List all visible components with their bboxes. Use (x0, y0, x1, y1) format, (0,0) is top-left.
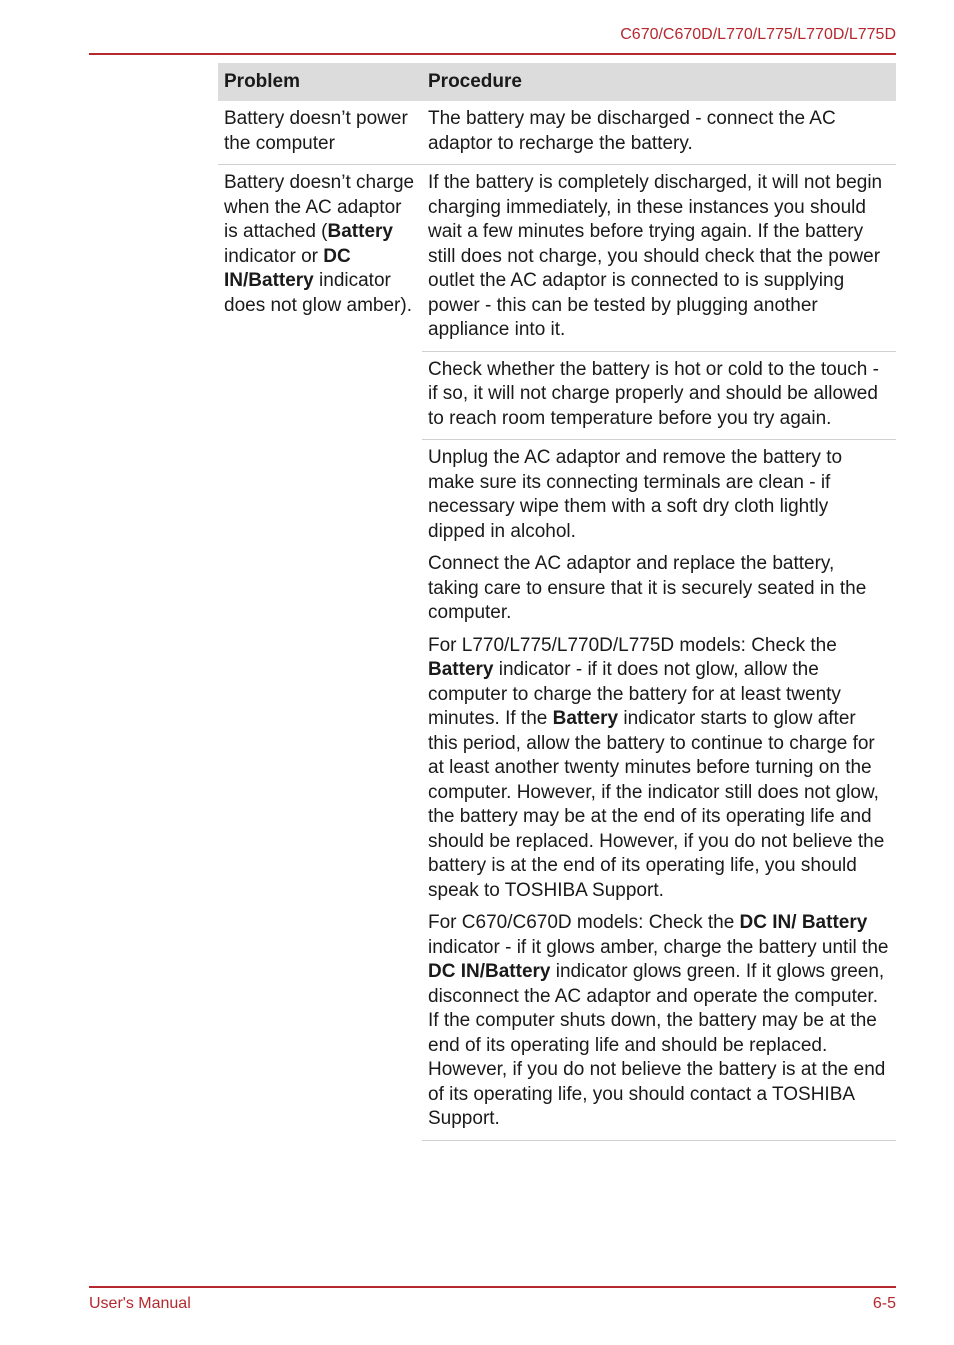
problem-cell: Battery doesn’t power the computer (218, 101, 422, 165)
procedure-cell: If the battery is completely discharged, it will not begin charging immediately, in these instances you should wait a few minutes before trying again. If the battery still does not charge, you should check that the power outlet the AC adaptor is connected to is supplying power - this can be tested by plugging another appliance into it. (422, 165, 896, 352)
procedure-paragraph: For L770/L775/L770D/L775D models: Check the Battery indicator - if it does not glow, allow the computer to charge the battery for at least twenty minutes. If the Battery indicator starts to glow after this period, allow the battery to continue to charge for at least another twenty minutes before turning on the computer. However, if the indicator still does not glow, the battery may be at the end of its operating life and should be replaced. However, if you do not believe the battery is at the end of its operating life, you should speak to TOSHIBA Support. (428, 634, 885, 901)
procedure-paragraph: Unplug the AC adaptor and remove the battery to make sure its connecting terminals are clean - if necessary wipe them with a soft dry cloth lightly dipped in alcohol. (428, 447, 843, 542)
procedure-cell (422, 440, 896, 1141)
procedure-cell: The battery may be discharged - connect the AC adaptor to recharge the battery. (422, 101, 896, 165)
problem-cell: Battery doesn’t charge when the AC adaptor is attached (Battery indicator or DC IN/Battery indicator does not glow amber). (224, 172, 415, 316)
procedure-paragraph: Connect the AC adaptor and replace the battery, taking care to ensure that it is securely seated in the computer. (428, 553, 867, 623)
table-row (218, 101, 896, 165)
page-number: 6-5 (872, 1295, 896, 1312)
column-header-problem: Problem (218, 63, 422, 101)
procedure-paragraph: For C670/C670D models: Check the DC IN/ Battery indicator - if it glows amber, charge the battery until the DC IN/Battery indicator glows green. If it glows green, disconnect the AC adaptor and operate the computer. If the computer shuts down, the battery may be at the end of its operating life and should be replaced. However, if you do not believe the battery is at the end of its operating life, you should contact a TOSHIBA Support. (428, 912, 889, 1129)
troubleshooting-table (218, 63, 896, 1141)
table-row (218, 165, 896, 352)
document-model-header: C670/C670D/L770/L775/L770D/L775D (620, 26, 896, 43)
table-header-row (218, 63, 896, 101)
column-header-procedure: Procedure (422, 63, 896, 101)
procedure-cell: Check whether the battery is hot or cold to the touch - if so, it will not charge properly and should be allowed to reach room temperature before you try again. (422, 351, 896, 440)
footer-manual-title: User's Manual (89, 1295, 191, 1312)
footer-divider (89, 1286, 896, 1288)
header-divider (89, 53, 896, 55)
